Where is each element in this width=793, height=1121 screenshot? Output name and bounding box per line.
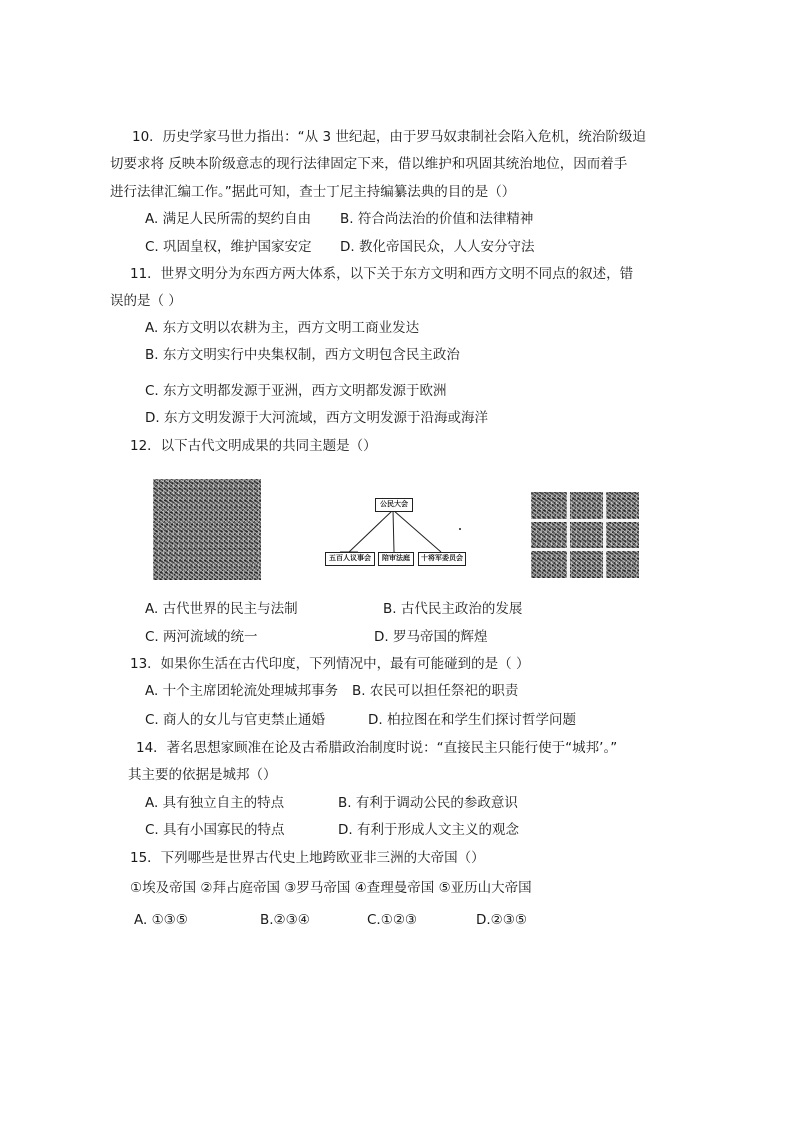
q12-option-b[interactable]: B. 古代民主政治的发展 (383, 601, 523, 617)
q10-option-b[interactable]: B. 符合尚法治的价值和法律精神 (340, 211, 534, 227)
q10-stem-line3: 进行法律汇编工作。”据此可知，查士丁尼主持编纂法典的目的是（） (110, 184, 516, 200)
q13-option-b[interactable]: B. 农民可以担任祭祀的职责 (352, 683, 519, 699)
q11-option-b[interactable]: B. 东方文明实行中央集权制，西方文明包含民主政治 (145, 347, 460, 363)
diagram-node-assembly: 公民大会 (375, 498, 413, 512)
q15-option-a[interactable]: A. ①③⑤ (134, 912, 188, 928)
q11-option-a[interactable]: A. 东方文明以农耕为主，西方文明工商业发达 (145, 320, 420, 336)
q10-option-c[interactable]: C. 巩固皇权，维护国家安定 (145, 239, 312, 255)
q13-option-c[interactable]: C. 商人的女儿与官吏禁止通婚 (145, 712, 326, 728)
tablet-grid-image (531, 492, 639, 578)
q15-choices-list: ①埃及帝国 ②拜占庭帝国 ③罗马帝国 ④查理曼帝国 ⑤亚历山大帝国 (130, 880, 532, 896)
q10-option-a[interactable]: A. 满足人民所需的契约自由 (145, 211, 312, 227)
q11-stem-line2: 误的是（ ） (110, 293, 182, 309)
q12-option-a[interactable]: A. 古代世界的民主与法制 (145, 601, 298, 617)
q15-option-b[interactable]: B.②③④ (260, 912, 310, 928)
stray-dot (459, 528, 461, 530)
q14-stem-line2: 其主要的依据是城邦（） (128, 767, 277, 783)
q13-option-d[interactable]: D. 柏拉图在和学生们探讨哲学问题 (368, 712, 576, 728)
q11-option-c[interactable]: C. 东方文明都发源于亚洲，西方文明都发源于欧洲 (145, 383, 447, 399)
q15-stem: 15．下列哪些是世界古代史上地跨欧亚非三洲的大帝国（） (130, 850, 485, 866)
q15-option-d[interactable]: D.②③⑤ (476, 912, 527, 928)
diagram-node-court: 陪审法庭 (378, 552, 414, 566)
code-of-hammurabi-image (153, 479, 261, 580)
q14-option-c[interactable]: C. 具有小国寡民的特点 (145, 822, 285, 838)
q10-stem-line1: 10．历史学家马世力指出：“从 3 世纪起，由于罗马奴隶制社会陷入危机，统治阶级迫 (132, 129, 646, 145)
q14-stem-line1: 14．著名思想家顾准在论及古希腊政治制度时说：“直接民主只能行使于“城邦’。” (136, 740, 618, 756)
q12-stem: 12．以下古代文明成果的共同主题是（） (130, 438, 377, 454)
q10-stem-line2: 切要求将 反映本阶级意志的现行法律固定下来，借以维护和巩固其统治地位，因而着手 (110, 156, 628, 172)
q14-option-a[interactable]: A. 具有独立自主的特点 (145, 795, 285, 811)
q14-option-b[interactable]: B. 有利于调动公民的参政意识 (338, 795, 518, 811)
q13-stem: 13．如果你生活在古代印度，下列情况中，最有可能碰到的是（ ） (130, 656, 530, 672)
q11-option-d[interactable]: D. 东方文明发源于大河流域，西方文明发源于沿海或海洋 (145, 410, 488, 426)
athenian-democracy-diagram (318, 495, 468, 575)
q12-option-c[interactable]: C. 两河流域的统一 (145, 629, 258, 645)
q10-option-d[interactable]: D. 教化帝国民众，人人安分守法 (340, 239, 535, 255)
diagram-node-generals: 十将军委员会 (418, 552, 466, 566)
diagram-node-council: 五百人议事会 (325, 552, 375, 566)
q12-option-d[interactable]: D. 罗马帝国的辉煌 (374, 629, 488, 645)
q15-option-c[interactable]: C.①②③ (367, 912, 418, 928)
q11-stem-line1: 11．世界文明分为东西方两大体系，以下关于东方文明和西方文明不同点的叙述，错 (130, 266, 634, 282)
q13-option-a[interactable]: A. 十个主席团轮流处理城邦事务 (145, 683, 339, 699)
q14-option-d[interactable]: D. 有利于形成人文主义的观念 (338, 822, 519, 838)
